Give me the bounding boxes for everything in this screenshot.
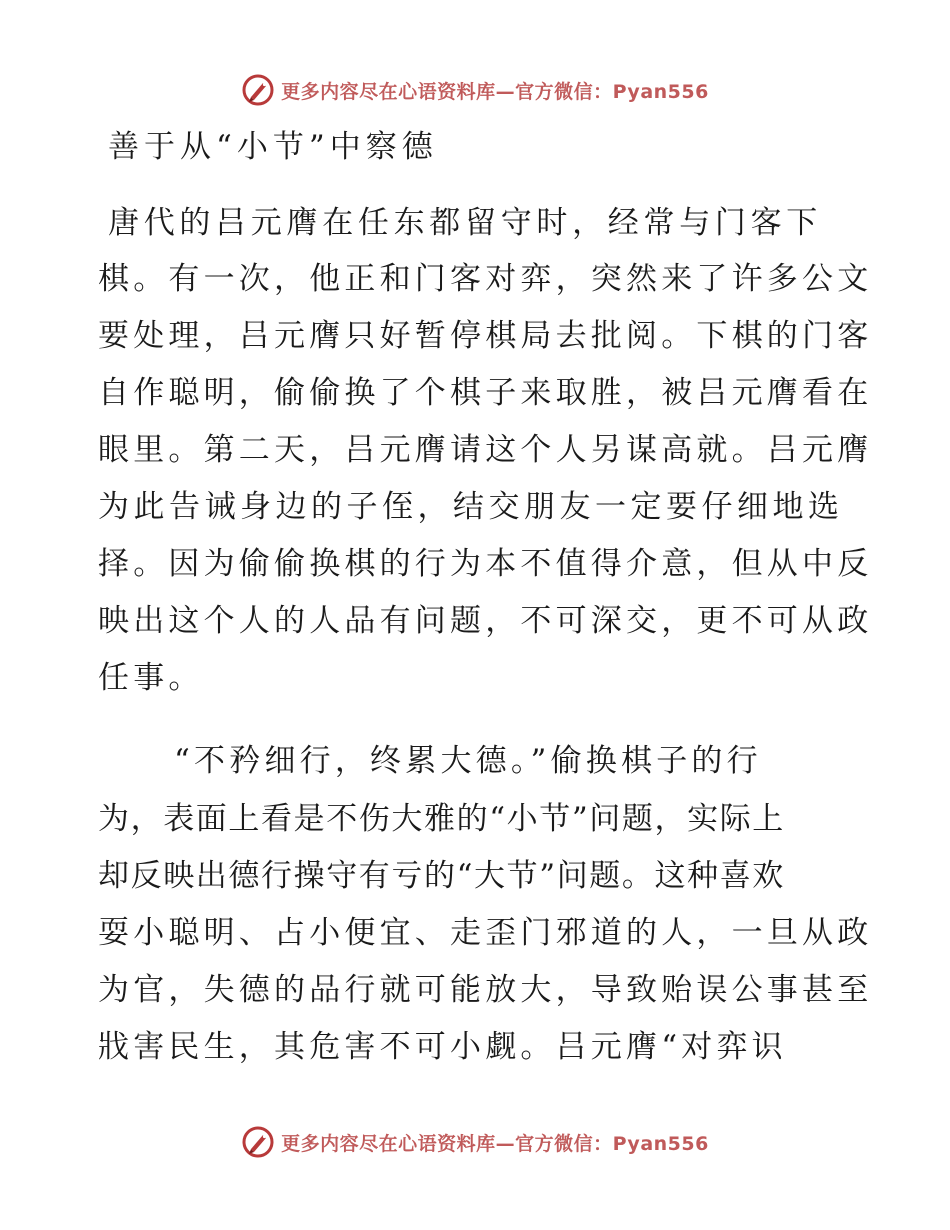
paragraph-line: 为官，失德的品行就可能放大，导致贻误公事甚至 (98, 972, 873, 1008)
paragraph-line: 自作聪明，偷偷换了个棋子来取胜，被吕元膺看在 (98, 375, 873, 411)
paragraph-line: 戕害民生，其危害不可小觑。吕元膺“对弈识 (98, 1029, 787, 1065)
paragraph-line: 眼里。第二天，吕元膺请这个人另谋高就。吕元膺 (98, 432, 873, 468)
paragraph-line: 要处理，吕元膺只好暂停棋局去批阅。下棋的门客 (98, 318, 873, 354)
paragraph-line: 任事。 (98, 660, 204, 696)
footer-banner-text: 更多内容尽在心语资料库—官方微信：Pyan556 (281, 1132, 709, 1155)
paragraph-line: 为，表面上看是不伤大雅的“小节”问题，实际上 (98, 801, 785, 837)
paragraph-line: 映出这个人的人品有问题，不可深交，更不可从政 (98, 603, 873, 639)
document-title: 善于从“小节”中察德 (108, 129, 438, 165)
pen-logo-icon (241, 1125, 275, 1159)
header-banner-text: 更多内容尽在心语资料库—官方微信：Pyan556 (281, 80, 709, 103)
paragraph-line: 却反映出德行操守有亏的“大节”问题。这种喜欢 (98, 858, 785, 894)
header-banner (0, 70, 950, 110)
paragraph-line: 择。因为偷偷换棋的行为本不值得介意，但从中反 (98, 546, 873, 582)
paragraph-line: 棋。有一次，他正和门客对弈，突然来了许多公文 (98, 261, 873, 297)
pen-logo-icon (241, 73, 275, 107)
paragraph-line: 为此告诫身边的子侄，结交朋友一定要仔细地选 (98, 489, 844, 525)
footer-banner (0, 1122, 950, 1162)
paragraph-line: 唐代的吕元膺在任东都留守时，经常与门客下 (108, 205, 822, 241)
paragraph-line: 耍小聪明、占小便宜、走歪门邪道的人，一旦从政 (98, 915, 873, 951)
paragraph-line: “不矜细行，终累大德。”偷换棋子的行 (174, 743, 762, 779)
